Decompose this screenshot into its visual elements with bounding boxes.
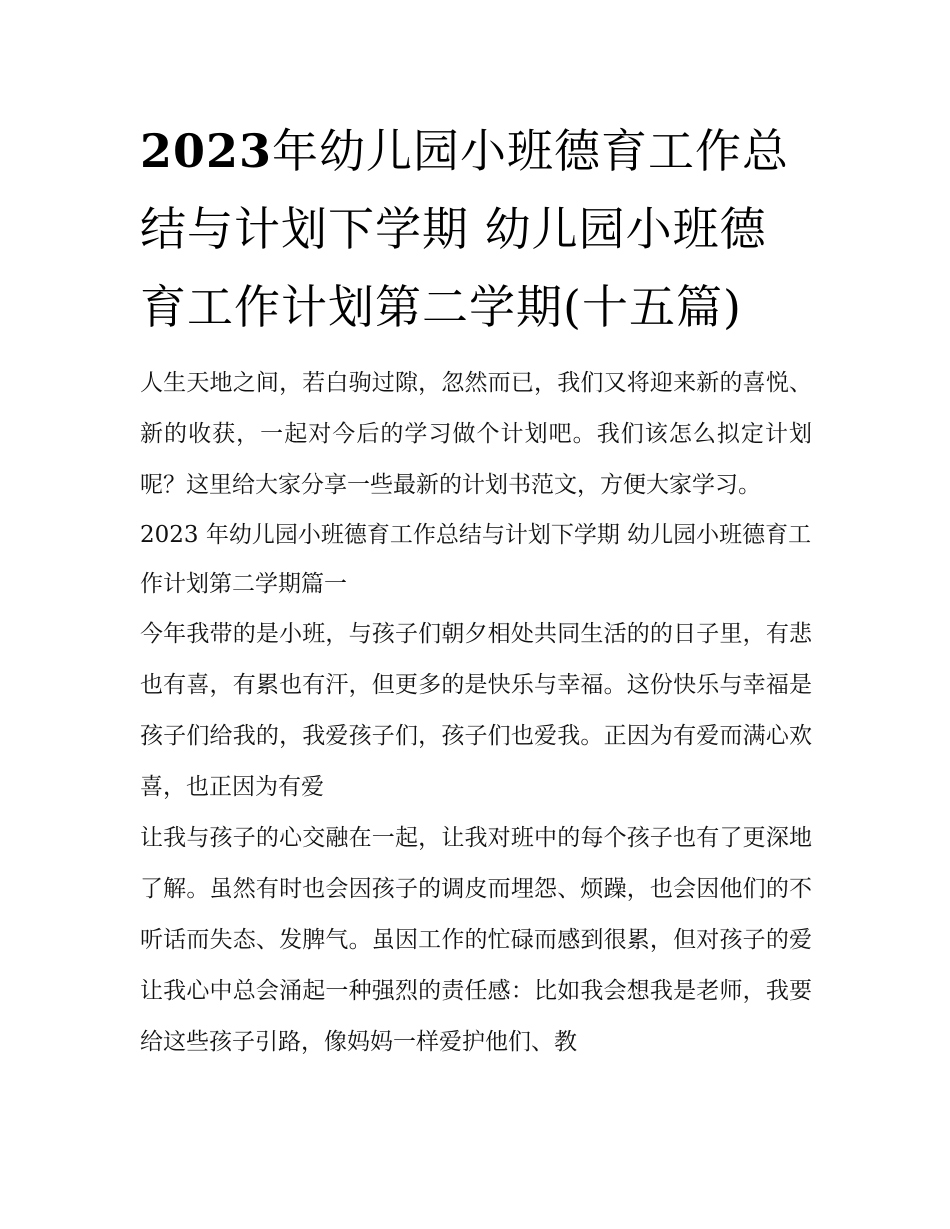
document-page: [140, 112, 812, 1068]
document-title: [140, 112, 812, 346]
title-year: 2023: [140, 124, 273, 178]
body-paragraph-1: 今年我带的是小班，与孩子们朝夕相处共同生活的的日子里，有悲也有喜，有累也有汗，但更多的是快乐与幸福。这份快乐与幸福是孩子们给我的，我爱孩子们，孩子们也爱我。正因为有爱而满心欢喜，也正因为有爱: [140, 621, 812, 800]
title-text: 年幼儿园小班德育工作总结与计划下学期 幼儿园小班德育工作计划第二学期(十五篇): [140, 124, 790, 334]
body-paragraph-2: 让我与孩子的心交融在一起，让我对班中的每个孩子也有了更深地了解。虽然有时也会因孩子的调皮而埋怨、烦躁，也会因他们的不听话而失态、发脾气。虽因工作的忙碌而感到很累，但对孩子的爱让我心中总会涌起一种强烈的责任感：比如我会想我是老师，我要给这些孩子引路，像妈妈一样爱护他们、教: [140, 825, 812, 1055]
section-heading: 2023 年幼儿园小班德育工作总结与计划下学期 幼儿园小班德育工作计划第二学期篇一: [140, 522, 812, 597]
intro-paragraph: 人生天地之间，若白驹过隙，忽然而已，我们又将迎来新的喜悦、新的收获，一起对今后的学习做个计划吧。我们该怎么拟定计划呢？这里给大家分享一些最新的计划书范文，方便大家学习。: [140, 370, 812, 498]
